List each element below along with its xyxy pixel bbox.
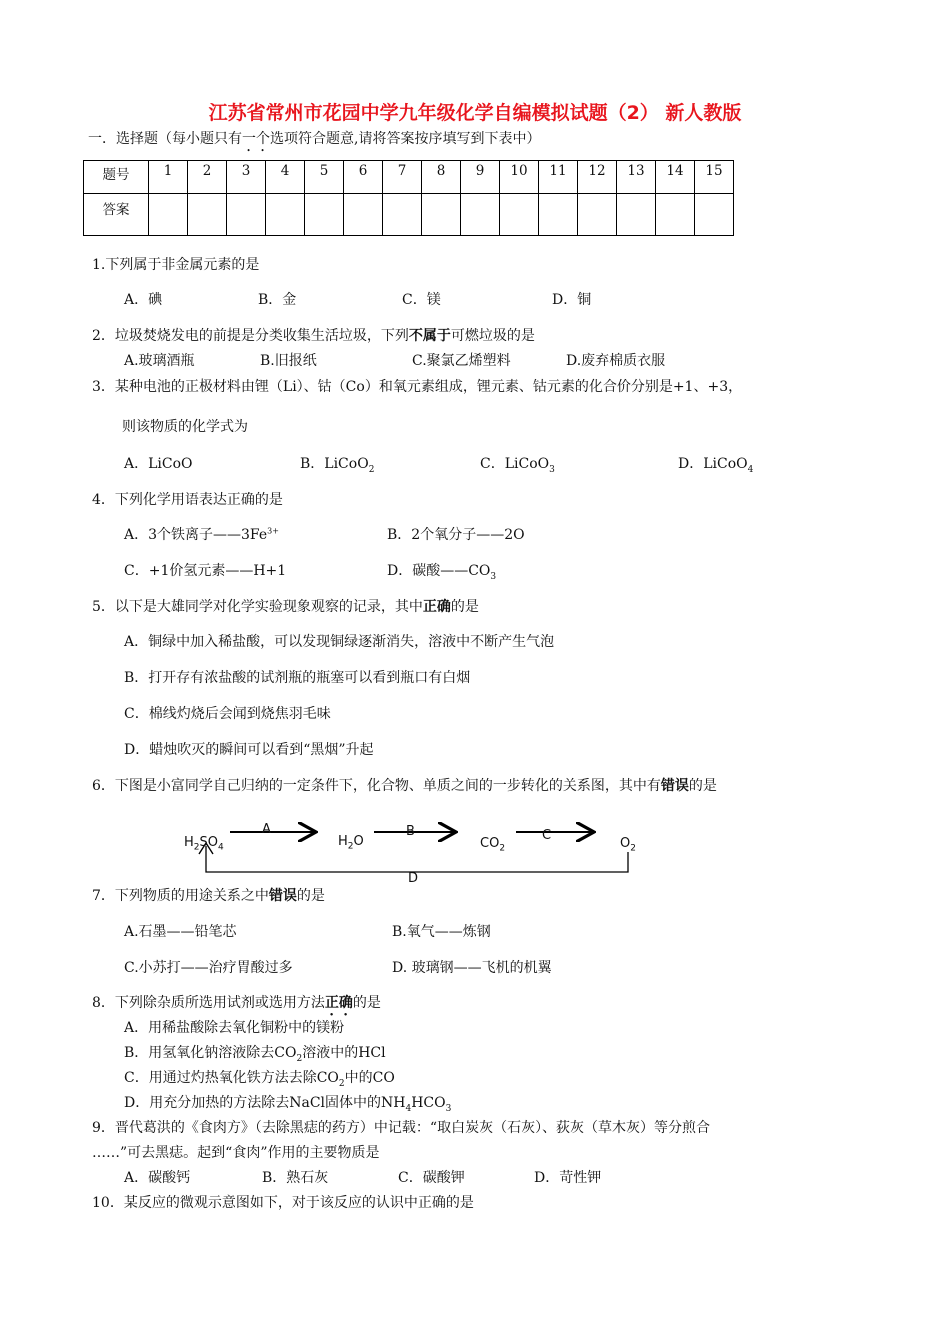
- q3-option-a: A．LiCoO: [124, 456, 193, 472]
- q5-option-a: A．铜绿中加入稀盐酸，可以发现铜绿逐渐消失，溶液中不断产生气泡: [124, 634, 555, 650]
- q1-option-c: C．镁: [402, 292, 441, 308]
- q8-option-d: D．用充分加热的方法除去NaCl固体中的$NH_4HCO_3$: [124, 1095, 452, 1114]
- q2-option-a: A.玻璃酒瓶: [124, 353, 195, 369]
- answer-cell[interactable]: [656, 194, 695, 236]
- arrow-d-path: [206, 846, 628, 872]
- question-number-row: [84, 161, 734, 194]
- q1-option-d: D．铜: [552, 292, 592, 308]
- number-cell: 9: [461, 161, 500, 194]
- q9-option-a: A．碳酸钙: [124, 1170, 191, 1186]
- q8-option-c: C．用通过灼热氧化铁方法去除$CO_2$中的CO: [124, 1070, 395, 1089]
- question-1-stem: 1.下列属于非金属元素的是: [92, 257, 260, 273]
- arrow-c-label: C: [542, 828, 552, 843]
- section-heading: 一．选择题（每小题只有一个选项符合题意,请将答案按序填写到下表中）: [88, 131, 541, 147]
- table-header-cell: 题号: [84, 161, 149, 194]
- o2-label: $O_2$: [620, 836, 636, 854]
- answer-cell[interactable]: [227, 194, 266, 236]
- number-cell: 6: [344, 161, 383, 194]
- question-9-stem-line2: ……”可去黑痣。起到“食肉”作用的主要物质是: [92, 1145, 380, 1161]
- answer-cell[interactable]: [695, 194, 734, 236]
- q5-option-b: B．打开存有浓盐酸的试剂瓶的瓶塞可以看到瓶口有白烟: [124, 670, 471, 686]
- h2so4-label: $H_2SO_4$: [184, 835, 224, 853]
- q7-option-d: D. 玻璃钢——飞机的机翼: [392, 960, 552, 976]
- question-7-stem: 7．下列物质的用途关系之中错误的是: [92, 888, 325, 904]
- number-cell: 12: [578, 161, 617, 194]
- answer-cell[interactable]: [617, 194, 656, 236]
- number-cell: 5: [305, 161, 344, 194]
- q5-option-c: C．棉线灼烧后会闻到烧焦羽毛味: [124, 706, 331, 722]
- number-cell: 1: [149, 161, 188, 194]
- q7-option-c: C.小苏打——治疗胃酸过多: [124, 960, 293, 976]
- q8-option-b: B．用氢氧化钠溶液除去$CO_2$溶液中的HCl: [124, 1045, 386, 1064]
- number-cell: 13: [617, 161, 656, 194]
- answer-table: [83, 160, 734, 236]
- q9-option-b: B．熟石灰: [262, 1170, 329, 1186]
- question-9-stem: 9．晋代葛洪的《食肉方》（去除黑痣的药方）中记载：“取白炭灰（石灰）、荻灰（草木灰）等分煎合: [92, 1120, 711, 1136]
- question-6-stem: 6．下图是小富同学自己归纳的一定条件下，化合物、单质之间的一步转化的关系图，其中有错误的是: [92, 778, 717, 794]
- conversion-diagram: [0, 816, 950, 886]
- q3-option-b: B．LiCoO$_2$: [300, 456, 375, 475]
- question-5-stem: 5．以下是大雄同学对化学实验现象观察的记录，其中正确的是: [92, 599, 479, 615]
- arrow-b-label: B: [406, 824, 415, 839]
- question-8-stem: 8．下列除杂质所选用试剂或选用方法正确的是: [92, 995, 381, 1011]
- answer-cell[interactable]: [461, 194, 500, 236]
- number-cell: 4: [266, 161, 305, 194]
- q4-option-b: B．2个氧分子——2O: [387, 527, 525, 543]
- question-2-stem: 2．垃圾焚烧发电的前提是分类收集生活垃圾，下列不属于可燃垃圾的是: [92, 328, 535, 344]
- answer-cell[interactable]: [188, 194, 227, 236]
- number-cell: 7: [383, 161, 422, 194]
- q7-option-a: A.石墨——铅笔芯: [124, 924, 237, 940]
- q1-option-b: B．金: [258, 292, 297, 308]
- number-cell: 3: [227, 161, 266, 194]
- co2-label: $CO_2$: [480, 836, 506, 854]
- q4-option-d: D．碳酸$——CO_3$: [387, 563, 497, 582]
- table-header-cell: 答案: [84, 194, 149, 236]
- h2o-label: $H_2O$: [338, 834, 364, 852]
- answer-cell[interactable]: [578, 194, 617, 236]
- q9-option-d: D．苛性钾: [534, 1170, 602, 1186]
- q3-option-d: D．LiCoO$_4$: [678, 456, 754, 475]
- q2-option-b: B.旧报纸: [260, 353, 317, 369]
- q2-option-d: D.废弃棉质衣服: [566, 353, 666, 369]
- answer-cell[interactable]: [305, 194, 344, 236]
- answer-row: [84, 194, 734, 236]
- number-cell: 14: [656, 161, 695, 194]
- number-cell: 8: [422, 161, 461, 194]
- q9-option-c: C．碳酸钾: [398, 1170, 465, 1186]
- q5-option-d: D．蜡烛吹灭的瞬间可以看到“黑烟”升起: [124, 742, 374, 758]
- answer-cell[interactable]: [266, 194, 305, 236]
- arrow-d-label: D: [408, 871, 419, 886]
- question-3-stem: 3．某种电池的正极材料由锂（Li）、钴（Co）和氧元素组成，锂元素、钴元素的化合价分别是+1、+3，: [92, 379, 743, 395]
- question-10-stem: 10．某反应的微观示意图如下，对于该反应的认识中正确的是: [92, 1195, 474, 1211]
- q4-option-a: A．3个铁离子$——3Fe^{3+}$: [124, 526, 279, 543]
- q4-option-c: C．+1价氢元素——H+1: [124, 563, 287, 579]
- question-3-stem-line2: 则该物质的化学式为: [122, 419, 248, 435]
- diagram-arrows: [0, 816, 950, 886]
- number-cell: 11: [539, 161, 578, 194]
- q2-option-c: C.聚氯乙烯塑料: [412, 353, 511, 369]
- page-title: 江苏省常州市花园中学九年级化学自编模拟试题（2） 新人教版: [208, 102, 742, 124]
- answer-cell[interactable]: [422, 194, 461, 236]
- number-cell: 10: [500, 161, 539, 194]
- q7-option-b: B.氧气——炼钢: [392, 924, 491, 940]
- answer-cell[interactable]: [344, 194, 383, 236]
- q3-option-c: C．LiCoO$_3$: [480, 456, 555, 475]
- question-4-stem: 4．下列化学用语表达正确的是: [92, 492, 283, 508]
- answer-cell[interactable]: [539, 194, 578, 236]
- q1-option-a: A．碘: [124, 292, 163, 308]
- q8-option-a: A．用稀盐酸除去氧化铜粉中的镁粉: [124, 1020, 345, 1036]
- number-cell: 15: [695, 161, 734, 194]
- arrow-a-label: A: [262, 822, 271, 837]
- answer-cell[interactable]: [500, 194, 539, 236]
- number-cell: 2: [188, 161, 227, 194]
- answer-cell[interactable]: [149, 194, 188, 236]
- answer-cell[interactable]: [383, 194, 422, 236]
